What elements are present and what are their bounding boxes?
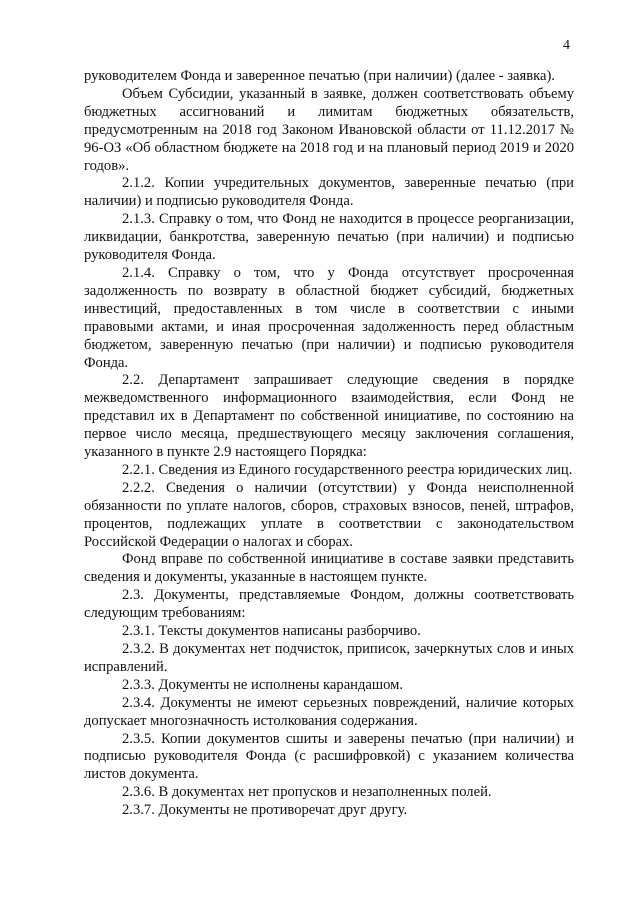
paragraph: 2.2. Департамент запрашивает следующие сведения в порядке межведомственного информационного взаимодействия, если Фонд не представил их в Департамент по собственной инициативе, по состоянию на первое число месяца, предшествующего месяцу заключения соглашения, указанного в пункте 2.9 настоящего Порядка: [84, 372, 574, 461]
paragraph: 2.3.3. Документы не исполнены карандашом. [122, 676, 404, 693]
paragraph: 2.3.2. В документах нет подчисток, приписок, зачеркнутых слов и иных исправлений. [84, 641, 574, 675]
paragraph: 2.3. Документы, представляемые Фондом, должны соответствовать следующим требованиям: [84, 587, 574, 622]
paragraph: 2.1.4. Справку о том, что у Фонда отсутствует просроченная задолженность по возврату в областной бюджет субсидий, бюджетных инвестиций, предоставленных в том числе в соответствии с иными правовыми актами, и иная просроченная задолженность перед областным бюджетом, заверенную печатью (при наличии) и подписью руководителя Фонда. [84, 264, 574, 371]
paragraph: 2.3.1. Тексты документов написаны разборчиво. [122, 623, 421, 640]
paragraph: 2.2.2. Сведения о наличии (отсутствии) у Фонда неисполненной обязанности по уплате налогов, сборов, страховых взносов, пеней, штрафов, процентов, подлежащих уплате в соответствии с законодательством Российской Федерации о налогах и сборах. [84, 479, 574, 550]
paragraph: 2.2.1. Сведения из Единого государственного реестра юридических лиц. [122, 461, 573, 478]
paragraph: Фонд вправе по собственной инициативе в составе заявки представить сведения и документы, указанные в настоящем пункте. [84, 551, 574, 586]
document-body [84, 68, 574, 820]
paragraph: 2.3.6. В документах нет пропусков и незаполненных полей. [122, 784, 492, 801]
paragraph: 2.1.2. Копии учредительных документов, заверенные печатью (при наличии) и подписью руководителя Фонда. [84, 175, 574, 210]
paragraph: 2.3.4. Документы не имеют серьезных повреждений, наличие которых допускает многозначность истолкования содержания. [84, 694, 574, 729]
page-number: 4 [563, 38, 570, 53]
paragraph: Объем Субсидии, указанный в заявке, должен соответствовать объему бюджетных ассигнований и лимитам бюджетных обязательств, предусмотренным на 2018 год Законом Ивановской области от 11.12.2017 № 96-ОЗ «Об областном бюджете на 2018 год и на плановый период 2019 и 2020 годов». [84, 85, 574, 174]
paragraph: 2.3.5. Копии документов сшиты и заверены печатью (при наличии) и подписью руководителя Фонда (с расшифровкой) с указанием количества листов документа. [84, 730, 574, 783]
paragraph: 2.1.3. Справку о том, что Фонд не находится в процессе реорганизации, ликвидации, банкротства, заверенную печатью (при наличии) и подписью руководителя Фонда. [84, 211, 574, 264]
paragraph: 2.3.7. Документы не противоречат друг другу. [122, 802, 408, 819]
paragraph: руководителем Фонда и заверенное печатью (при наличии) (далее - заявка). [84, 68, 555, 84]
